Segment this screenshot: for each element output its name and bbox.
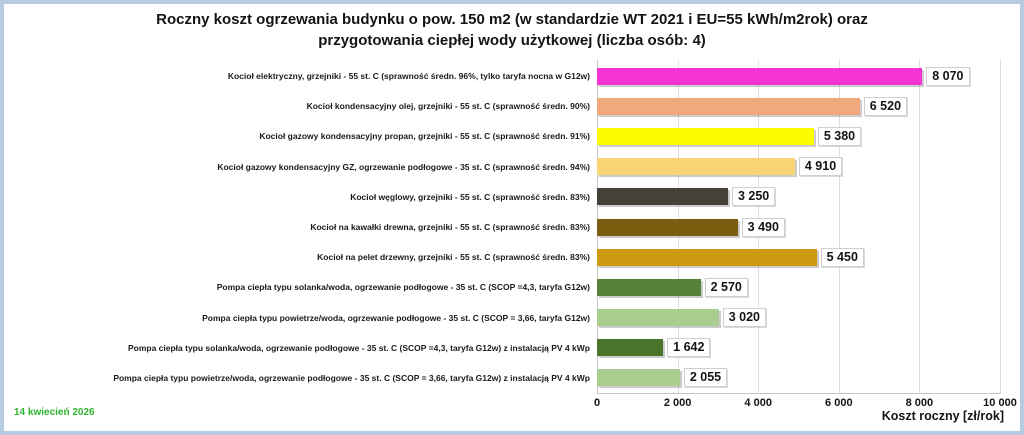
chart-title-line-2: przygotowania ciepłej wody użytkowej (liczba osób: 4) (318, 32, 706, 49)
bar (597, 188, 728, 205)
bar-area (597, 218, 1000, 237)
bar-area (597, 368, 1000, 387)
bar-row (4, 212, 1020, 242)
bar-row (4, 242, 1020, 272)
x-tick-label: 8 000 (905, 397, 934, 409)
bar-area (597, 127, 1000, 146)
bar-area (597, 97, 1000, 116)
bar-row (4, 303, 1020, 333)
x-axis-line (597, 393, 1001, 394)
value-label: 3 250 (732, 187, 775, 206)
bar (597, 369, 680, 386)
x-axis-title: Koszt roczny [zł/rok] (881, 409, 1004, 423)
category-label: Pompa ciepła typu powietrze/woda, ogrzewanie podłogowe - 35 st. C (SCOP = 3,66, taryfa G12w) (202, 312, 590, 323)
bar-rows (4, 61, 1020, 393)
category-label: Kocioł na pelet drzewny, grzejniki - 55 st. C (sprawność średn. 83%) (317, 252, 590, 263)
x-tick-label: 10 000 (983, 397, 1017, 409)
value-label: 2 055 (684, 368, 727, 387)
value-label: 2 570 (705, 278, 748, 297)
category-label: Kocioł elektryczny, grzejniki - 55 st. C (sprawność średn. 96%, tylko taryfa nocna w G12w) (227, 71, 590, 82)
value-label: 3 020 (723, 308, 766, 327)
bar (597, 68, 922, 85)
bar-row (4, 91, 1020, 121)
bar (597, 309, 719, 326)
footer-date: 14 kwiecień 2026 (14, 407, 95, 418)
category-label: Kocioł węglowy, grzejniki - 55 st. C (sprawność średn. 83%) (350, 191, 590, 202)
bar (597, 219, 738, 236)
value-label: 6 520 (864, 97, 907, 116)
category-label: Kocioł na kawałki drewna, grzejniki - 55 st. C (sprawność średn. 83%) (310, 222, 590, 233)
chart-title (4, 9, 1020, 51)
category-label: Pompa ciepła typu solanka/woda, ogrzewanie podłogowe - 35 st. C (SCOP =4,3, taryfa G12w) (216, 282, 590, 293)
bar (597, 249, 817, 266)
value-label: 1 642 (667, 338, 710, 357)
bar-row (4, 121, 1020, 151)
bar-area (597, 67, 1000, 86)
bar (597, 279, 701, 296)
bar-row (4, 333, 1020, 363)
bar-row (4, 152, 1020, 182)
bar-row (4, 363, 1020, 393)
bar (597, 128, 814, 145)
x-tick-label: 2 000 (663, 397, 692, 409)
bar-area (597, 278, 1000, 297)
bar-area (597, 338, 1000, 357)
value-label: 4 910 (799, 157, 842, 176)
bar (597, 339, 663, 356)
x-tick-label: 6 000 (825, 397, 853, 409)
value-label: 3 490 (742, 218, 785, 237)
bar (597, 158, 795, 175)
value-label: 5 450 (821, 248, 864, 267)
chart-title-line-1: Roczny koszt ogrzewania budynku o pow. 150 m2 (w standardzie WT 2021 i EU=55 kWh/m2rok) oraz (156, 11, 868, 28)
value-label: 8 070 (926, 67, 969, 86)
category-label: Kocioł gazowy kondensacyjny GZ, ogrzewanie podłogowe - 35 st. C (sprawność średn. 94%) (217, 161, 590, 172)
bar (597, 98, 860, 115)
category-label: Kocioł gazowy kondensacyjny propan, grzejniki - 55 st. C (sprawność średn. 91%) (259, 131, 590, 142)
category-label: Pompa ciepła typu solanka/woda, ogrzewanie podłogowe - 35 st. C (SCOP =4,3, taryfa G12w) z instalacją PV 4 kWp (127, 342, 590, 353)
category-label: Kocioł kondensacyjny olej, grzejniki - 55 st. C (sprawność średn. 90%) (306, 101, 590, 112)
x-tick-label: 0 (593, 397, 601, 409)
bar-row (4, 182, 1020, 212)
bar-area (597, 308, 1000, 327)
bar-area (597, 187, 1000, 206)
bar-row (4, 61, 1020, 91)
bar-area (597, 248, 1000, 267)
category-label: Pompa ciepła typu powietrze/woda, ogrzewanie podłogowe - 35 st. C (SCOP = 3,66, taryfa G12w) z instalacją PV 4 kWp (113, 372, 590, 383)
x-tick-label: 4 000 (744, 397, 772, 409)
bar-area (597, 157, 1000, 176)
value-label: 5 380 (818, 127, 861, 146)
bar-row (4, 272, 1020, 302)
